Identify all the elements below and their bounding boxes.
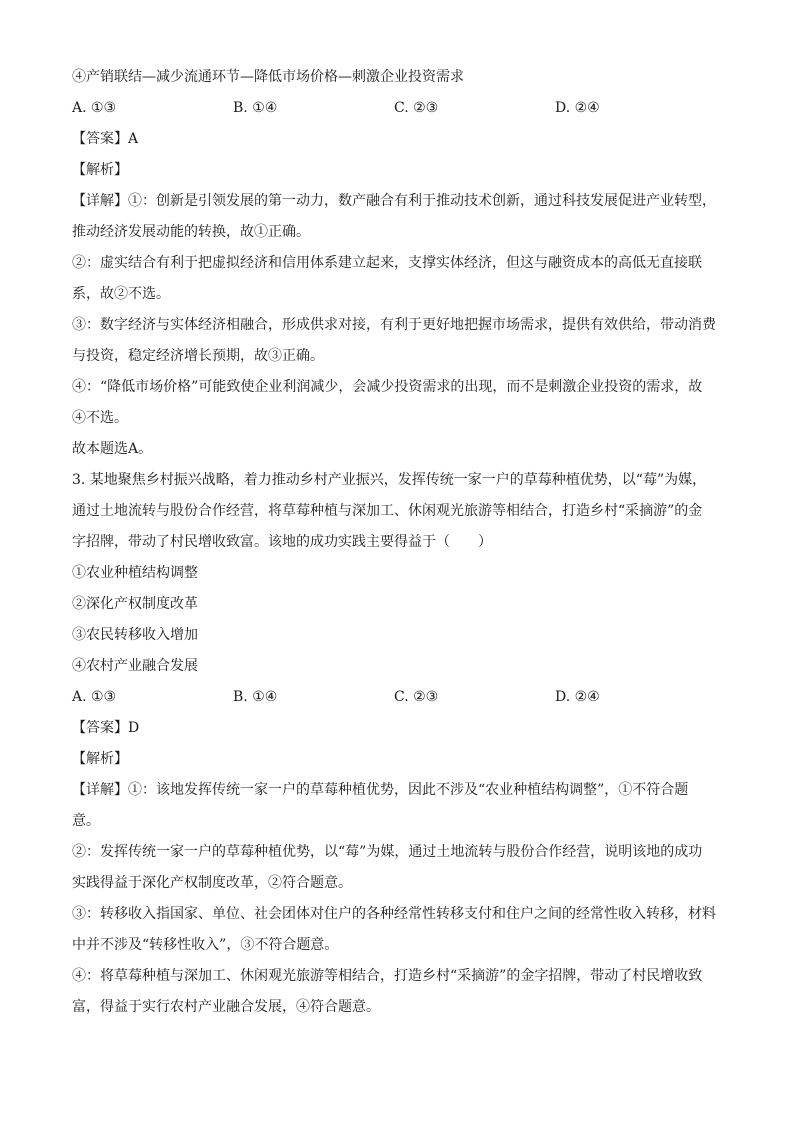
q2-choices — [72, 93, 732, 124]
q3-item-2: ②深化产权制度改革 — [72, 596, 198, 612]
q3-detail-line: 富，得益于实行农村产业融合发展，④符合题意。 — [72, 999, 380, 1015]
q2-choice-d: D. ②④ — [555, 100, 600, 116]
document-page — [72, 62, 732, 1023]
q3-analysis-label: 【解析】 — [72, 751, 128, 767]
q2-detail-line: ④：“降低市场价格”可能致使企业利润减少，会减少投资需求的出现，而不是刺激企业投资的需求，故 — [72, 379, 703, 395]
q2-conclusion: 故本题选A。 — [72, 441, 153, 457]
q3-choices — [72, 682, 732, 713]
q2-choice-b: B. ①④ — [233, 100, 278, 116]
q2-detail-line: 【详解】①：创新是引领发展的第一动力，数产融合有利于推动技术创新，通过科技发展促进产业转型， — [72, 193, 716, 209]
q2-choice-a: A. ①③ — [72, 100, 117, 116]
q2-option-item-4: ④产销联结—减少流通环节—降低市场价格—刺激企业投资需求 — [72, 69, 464, 85]
q3-detail-line: ③：转移收入指国家、单位、社会团体对住户的各种经常性转移支付和住户之间的经常性收入转移，材料 — [72, 906, 716, 922]
q2-detail-line: ②：虚实结合有利于把虚拟经济和信用体系建立起来，支撑实体经济，但这与融资成本的高低无直接联 — [72, 255, 702, 271]
q3-item-3: ③农民转移收入增加 — [72, 627, 198, 643]
q2-detail-line: ④不选。 — [72, 410, 128, 426]
q3-choice-a: A. ①③ — [72, 689, 117, 705]
q2-detail-line: 推动经济发展动能的转换，故①正确。 — [72, 224, 310, 240]
q3-detail-line: 实践得益于深化产权制度改革，②符合题意。 — [72, 875, 352, 891]
q3-detail-line: 意。 — [72, 813, 100, 829]
q2-detail-line: 系，故②不选。 — [72, 286, 170, 302]
q3-stem-line: 通过土地流转与股份合作经营，将草莓种植与深加工、休闲观光旅游等相结合，打造乡村“采摘游”的金 — [72, 503, 703, 519]
q2-choice-c: C. ②③ — [394, 100, 439, 116]
q2-answer: 【答案】A — [72, 131, 139, 147]
q2-detail-line: 与投资，稳定经济增长预期，故③正确。 — [72, 348, 324, 364]
q3-choice-d: D. ②④ — [555, 689, 600, 705]
q3-item-4: ④农村产业融合发展 — [72, 658, 198, 674]
q3-detail-line: ④：将草莓种植与深加工、休闲观光旅游等相结合，打造乡村“采摘游”的金字招牌，带动了村民增收致 — [72, 968, 703, 984]
q3-answer: 【答案】D — [72, 720, 140, 736]
q3-detail-line: 中并不涉及“转移性收入”，③不符合题意。 — [72, 937, 339, 953]
q3-detail-line: 【详解】①：该地发挥传统一家一户的草莓种植优势，因此不涉及“农业种植结构调整”，①不符合题 — [72, 782, 689, 798]
q3-stem-line: 字招牌，带动了村民增收致富。该地的成功实践主要得益于（ ） — [72, 534, 492, 550]
q3-item-1: ①农业种植结构调整 — [72, 565, 198, 581]
q3-detail-line: ②：发挥传统一家一户的草莓种植优势，以“莓”为媒，通过土地流转与股份合作经营，说明该地的成功 — [72, 844, 703, 860]
q2-detail-line: ③：数字经济与实体经济相融合，形成供求对接，有利于更好地把握市场需求，提供有效供给，带动消费 — [72, 317, 716, 333]
q3-choice-b: B. ①④ — [233, 689, 278, 705]
q3-stem-line: 3. 某地聚焦乡村振兴战略，着力推动乡村产业振兴，发挥传统一家一户的草莓种植优势，以“莓”为媒， — [72, 472, 707, 488]
q3-choice-c: C. ②③ — [394, 689, 439, 705]
q2-analysis-label: 【解析】 — [72, 162, 128, 178]
